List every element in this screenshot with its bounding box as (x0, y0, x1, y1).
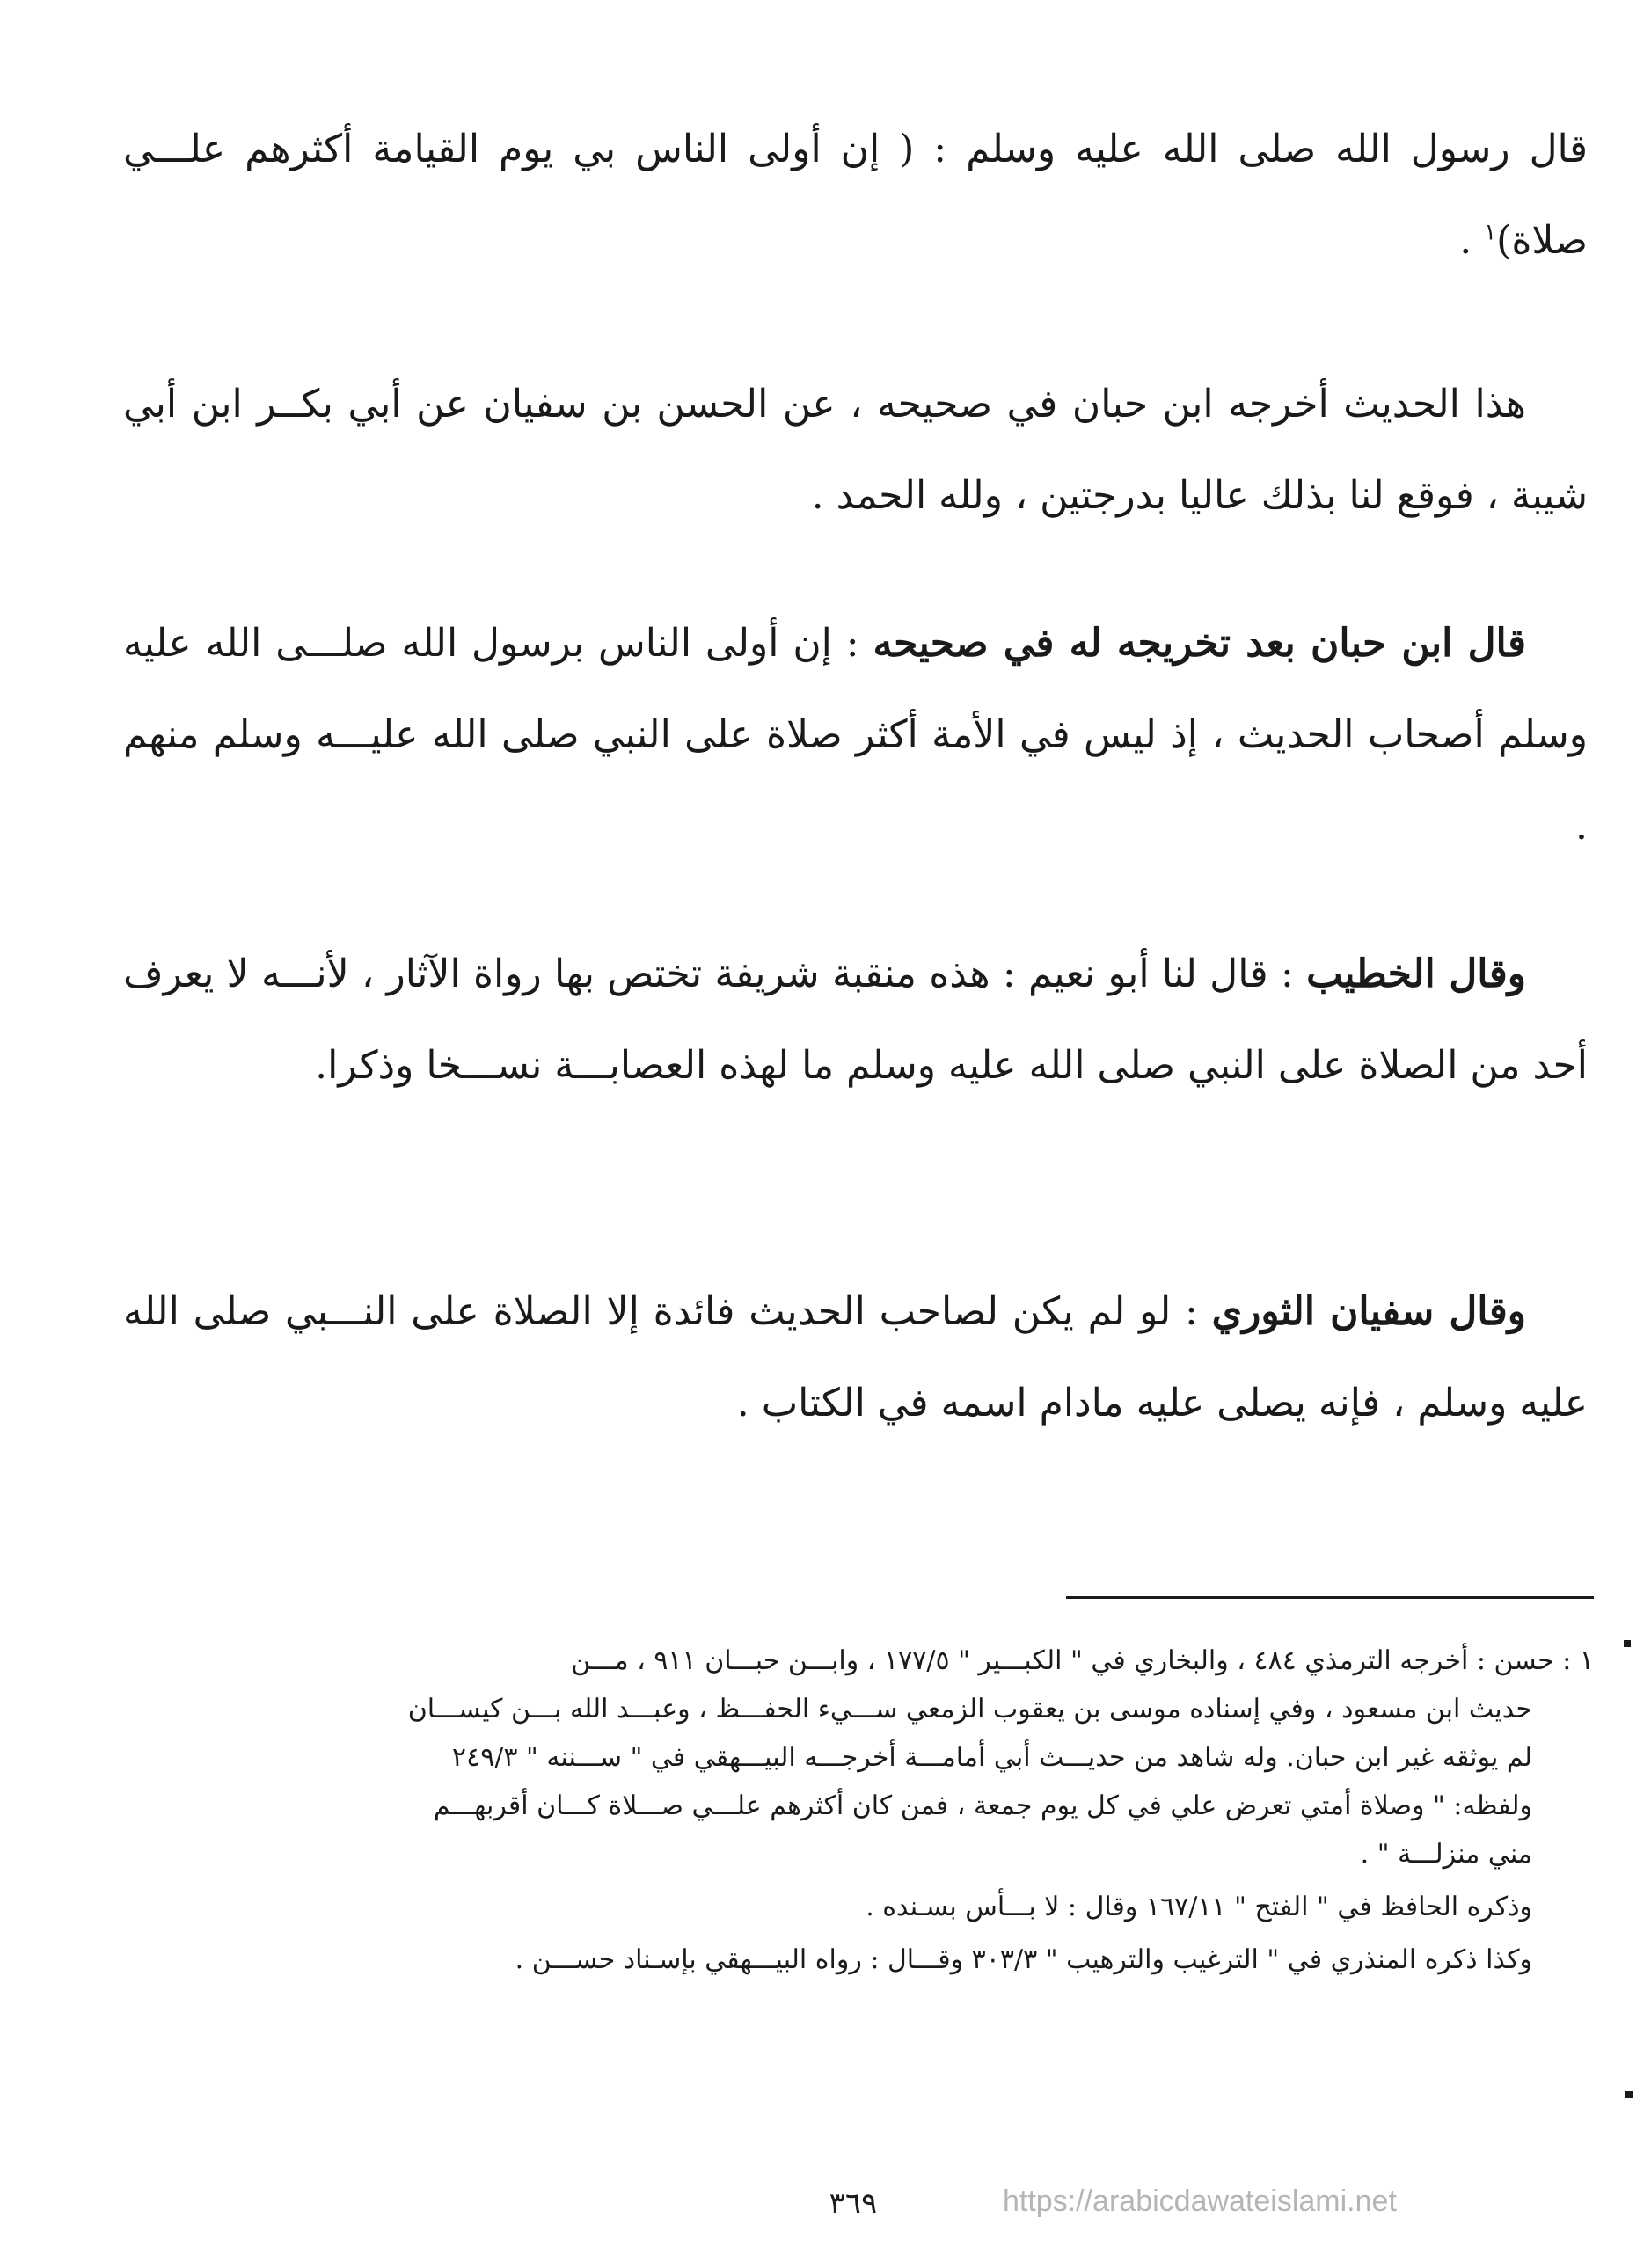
paragraph-1-tail: . (1459, 218, 1485, 263)
paragraph-4-text: : قال لنا أبو نعيم : هذه منقبة شريفة تختص بها رواة الآثار ، لأنـــه لا يعرف أحد من الصلاة على النبي صلى الله عليه وسلم ما لهذه العصابـــة نســـخا وذكرا. (123, 952, 1588, 1088)
paragraph-2-text: هذا الحديث أخرجه ابن حبان في صحيحه ، عن الحسن بن سفيان عن أبي بكــر ابن أبي شيبة ، فوقع لنا بذلك عاليا بدرجتين ، ولله الحمد . (123, 382, 1588, 518)
paragraph-3-lead: قال ابن حبان بعد تخريجه له في صحيحه (873, 621, 1526, 666)
page-number: ٣٦٩ (829, 2186, 878, 2221)
paragraph-2 (123, 359, 1588, 542)
footnote-line: حديث ابن مسعود ، وفي إسناده موسى بن يعقوب الزمعي ســـيء الحفـــظ ، وعبـــد الله بـــن كيســـان (407, 1694, 1532, 1725)
paragraph-4 (123, 929, 1588, 1112)
paragraph-3-text: : إن أولى الناس برسول الله صلـــى الله عليه وسلم أصحاب الحديث ، إذ ليس في الأمة أكثر صلاة على النبي صلى الله عليـــه وسلم منهم . (123, 621, 1588, 849)
footnote-line: لم يوثقه غير ابن حبان. وله شاهد من حديـــث أبي أمامـــة أخرجـــه البيـــهقي في " ســـننه " ٢٤٩/٣ (451, 1742, 1532, 1773)
footnote-separator (1066, 1596, 1594, 1599)
paragraph-5-lead: وقال سفيان الثوري (1211, 1289, 1526, 1334)
footnote-reference[interactable]: ١ (1484, 219, 1497, 246)
footnote-line: وكذا ذكره المنذري في " الترغيب والترهيب " ٣٠٣/٣ وقـــال : رواه البيـــهقي بإسـناد حســـن . (515, 1944, 1532, 1975)
paragraph-4-lead: وقال الخطيب (1306, 952, 1526, 996)
paragraph-1-text: قال رسول الله صلى الله عليه وسلم : ( إن أولى الناس بي يوم القيامة أكثرهم علـــي صلاة) (123, 127, 1588, 263)
margin-mark (1625, 2091, 1633, 2098)
paragraph-5 (123, 1266, 1588, 1449)
footnote-line: ولفظه: " وصلاة أمتي تعرض علي في كل يوم جمعة ، فمن كان أكثرهم علـــي صـــلاة كـــان أقربهـــم (433, 1790, 1532, 1821)
footnote-line: مني منزلـــة " . (1360, 1839, 1532, 1870)
paragraph-1 (123, 104, 1588, 287)
paragraph-5-text: : لو لم يكن لصاحب الحديث فائدة إلا الصلاة على النـــبي صلى الله عليه وسلم ، فإنه يصلى عليه مادام اسمه في الكتاب . (123, 1289, 1588, 1426)
footnote-line: وذكره الحافظ في " الفتح " ١٦٧/١١ وقال : لا بـــأس بسـنده . (866, 1892, 1532, 1922)
watermark-url[interactable]: https://arabicdawateislami.net (1003, 2184, 1397, 2218)
paragraph-3 (123, 598, 1588, 872)
footnote-line: ١ : حسن : أخرجه الترمذي ٤٨٤ ، والبخاري في " الكبـــير " ١٧٧/٥ ، وابـــن حبـــان ٩١١ ، مـــن (571, 1645, 1594, 1676)
margin-mark (1624, 1640, 1631, 1647)
